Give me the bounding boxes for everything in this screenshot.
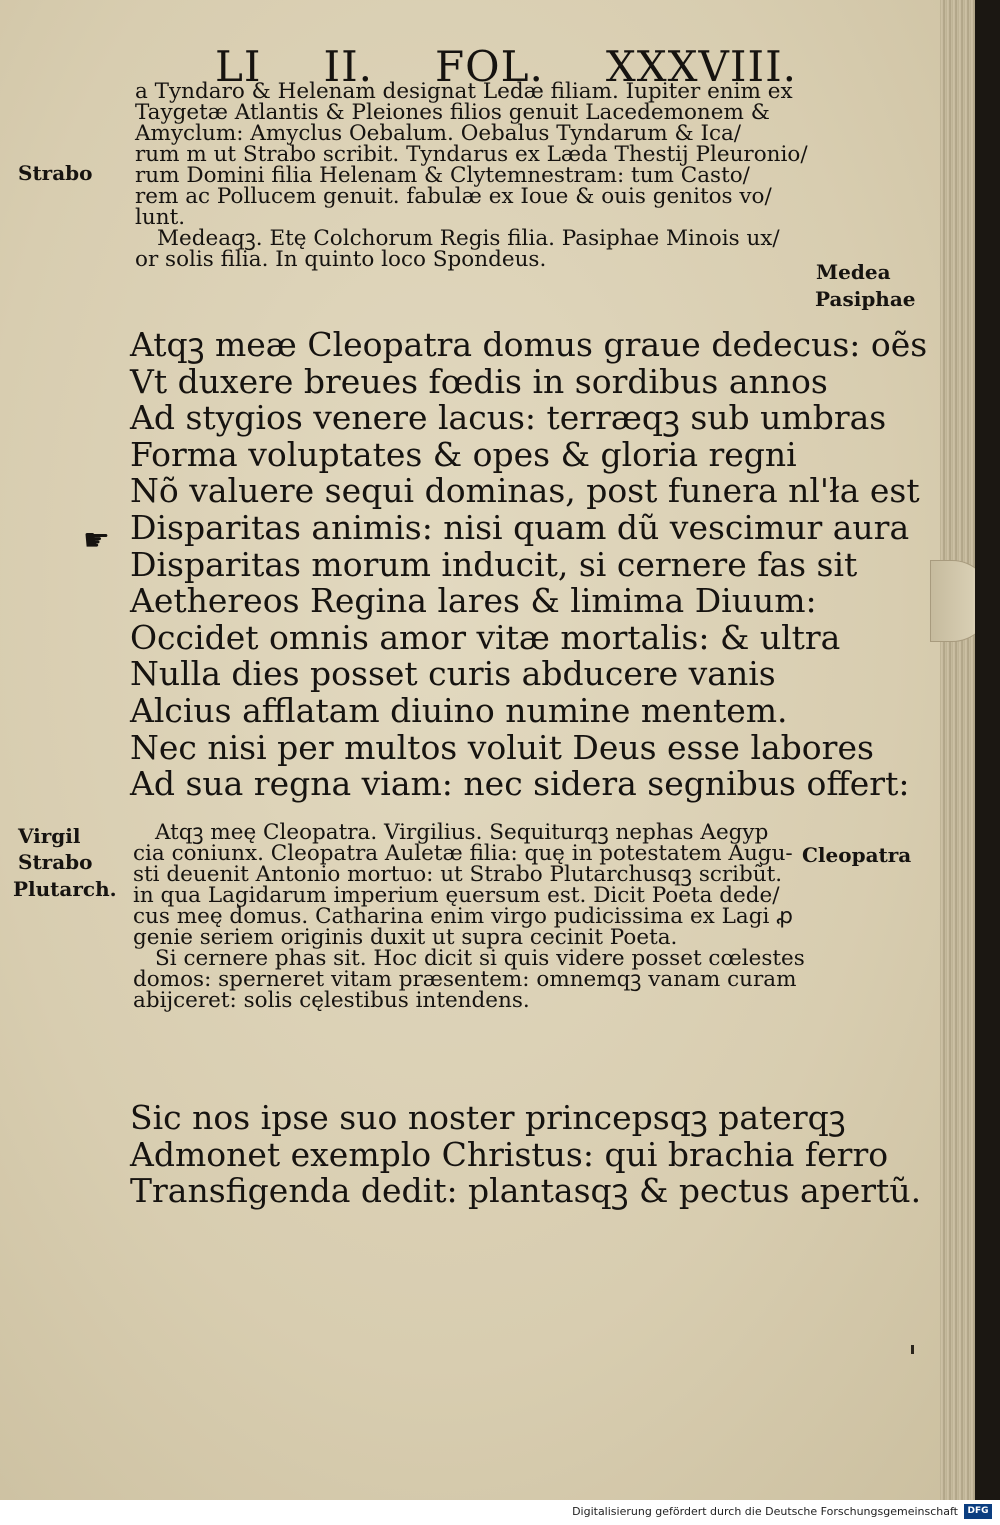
header-left: LI — [215, 42, 262, 91]
commentary-block-2 — [133, 822, 805, 1011]
verse-line: Atqꝫ meæ Cleopatra domus graue dedecus: oẽs — [130, 325, 928, 364]
commentary-line: abijceret: solis cęlestibus intendens. — [133, 988, 530, 1013]
marginal-note-cleopatra: Cleopatra — [802, 843, 912, 867]
verse-line: Forma voluptates & opes & gloria regni — [130, 434, 797, 474]
verse-block-2 — [130, 1100, 921, 1210]
header-book: II. — [323, 42, 374, 91]
header-fol: FOL. — [435, 42, 544, 91]
verse-line: Admonet exemplo Christus: qui brachia ferro — [130, 1134, 889, 1174]
header-folio-number: XXXVIII. — [605, 42, 798, 91]
commentary-line: rem ac Pollucem genuit. fabulæ ex Ioue & ouis genitos vo/ — [135, 184, 772, 209]
marginal-note-strabo-2: Strabo — [18, 850, 93, 874]
manicule-icon: ☛ — [83, 523, 110, 558]
verse-block-1 — [130, 327, 927, 803]
dfg-logo: DFG — [964, 1504, 992, 1519]
page-edge — [940, 0, 975, 1500]
commentary-line: Medeaqꝫ. Etę Colchorum Regis filia. Pasiphae Minois ux/ — [157, 226, 780, 251]
verse-line: Aethereos Regina lares & limima Diuum: — [130, 581, 817, 621]
verse-line: Nõ valuere sequi dominas, post funera nl'ła est — [130, 471, 920, 511]
verse-line: Nulla dies posset curis abducere vanis — [130, 654, 776, 694]
marginal-note-pasiphae: Pasiphae — [815, 287, 916, 311]
verse-line: Occidet omnis amor vitæ mortalis: & ultra — [130, 617, 841, 657]
footer-credit: Digitalisierung gefördert durch die Deutsche Forschungsgemeinschaft — [572, 1505, 958, 1518]
verse-line: Ad sua regna viam: nec sidera segnibus offert: — [130, 764, 910, 804]
verse-line: Disparitas morum inducit, si cernere fas sit — [130, 544, 858, 584]
verse-line: Disparitas animis: nisi quam dũ vescimur aura — [130, 507, 910, 547]
commentary-line: cia coniunx. Cleopatra Auletæ filia: quę in potestatem Augu- — [133, 841, 793, 866]
verse-line: Alcius afflatam diuino numine mentem. — [130, 690, 788, 730]
marginal-note-strabo: Strabo — [18, 161, 93, 185]
verse-line: Vt duxere breues fœdis in sordibus annos — [130, 361, 828, 401]
commentary-line: sti deuenit Antonio mortuo: ut Strabo Plutarchusqꝫ scribũt. — [133, 862, 783, 887]
verse-line: Transfigenda dedit: plantasqꝫ & pectus apertũ. — [130, 1171, 922, 1211]
commentary-line: or solis filia. In quinto loco Spondeus. — [135, 247, 547, 272]
commentary-line: Si cernere phas sit. Hoc dicit si quis videre posset cœlestes — [155, 946, 805, 971]
commentary-block-1 — [135, 81, 808, 270]
marginal-note-medea: Medea — [816, 260, 891, 284]
verse-line: Ad stygios venere lacus: terræqꝫ sub umbras — [130, 398, 887, 438]
commentary-line: in qua Lagidarum imperium ęuersum est. Dicit Poeta dede/ — [133, 883, 780, 908]
commentary-line: Amyclum: Amyclus Oebalum. Oebalus Tyndarum & Ica/ — [135, 121, 742, 146]
ink-mark — [911, 1345, 914, 1354]
commentary-line: cus meę domus. Catharina enim virgo pudicissima ex Lagi ꝓ — [133, 904, 793, 929]
marginal-note-virgil: Virgil — [18, 824, 81, 848]
commentary-line: lunt. — [135, 205, 186, 230]
verse-line: Sic nos ipse suo noster princepsqꝫ paterqꝫ — [130, 1098, 846, 1137]
commentary-line: Atqꝫ meę Cleopatra. Virgilius. Sequiturqꝫ nephas Aegyp — [155, 820, 769, 845]
commentary-line: rum m ut Strabo scribit. Tyndarus ex Læda Thestij Pleuronio/ — [135, 142, 808, 167]
commentary-line: genie seriem originis duxit ut supra cecinit Poeta. — [133, 925, 678, 950]
commentary-line: a Tyndaro & Helenam designat Ledæ filiam. Iupiter enim ex — [135, 79, 793, 104]
commentary-line: rum Domini filia Helenam & Clytemnestram: tum Casto/ — [135, 163, 750, 188]
verse-line: Nec nisi per multos voluit Deus esse labores — [130, 727, 874, 767]
commentary-line: Taygetæ Atlantis & Pleiones filios genuit Lacedemonem & — [135, 100, 770, 125]
clasp — [930, 560, 975, 642]
commentary-line: domos: sperneret vitam præsentem: omnemqꝫ vanam curam — [133, 967, 797, 992]
marginal-note-plutarch: Plutarch. — [13, 877, 117, 901]
